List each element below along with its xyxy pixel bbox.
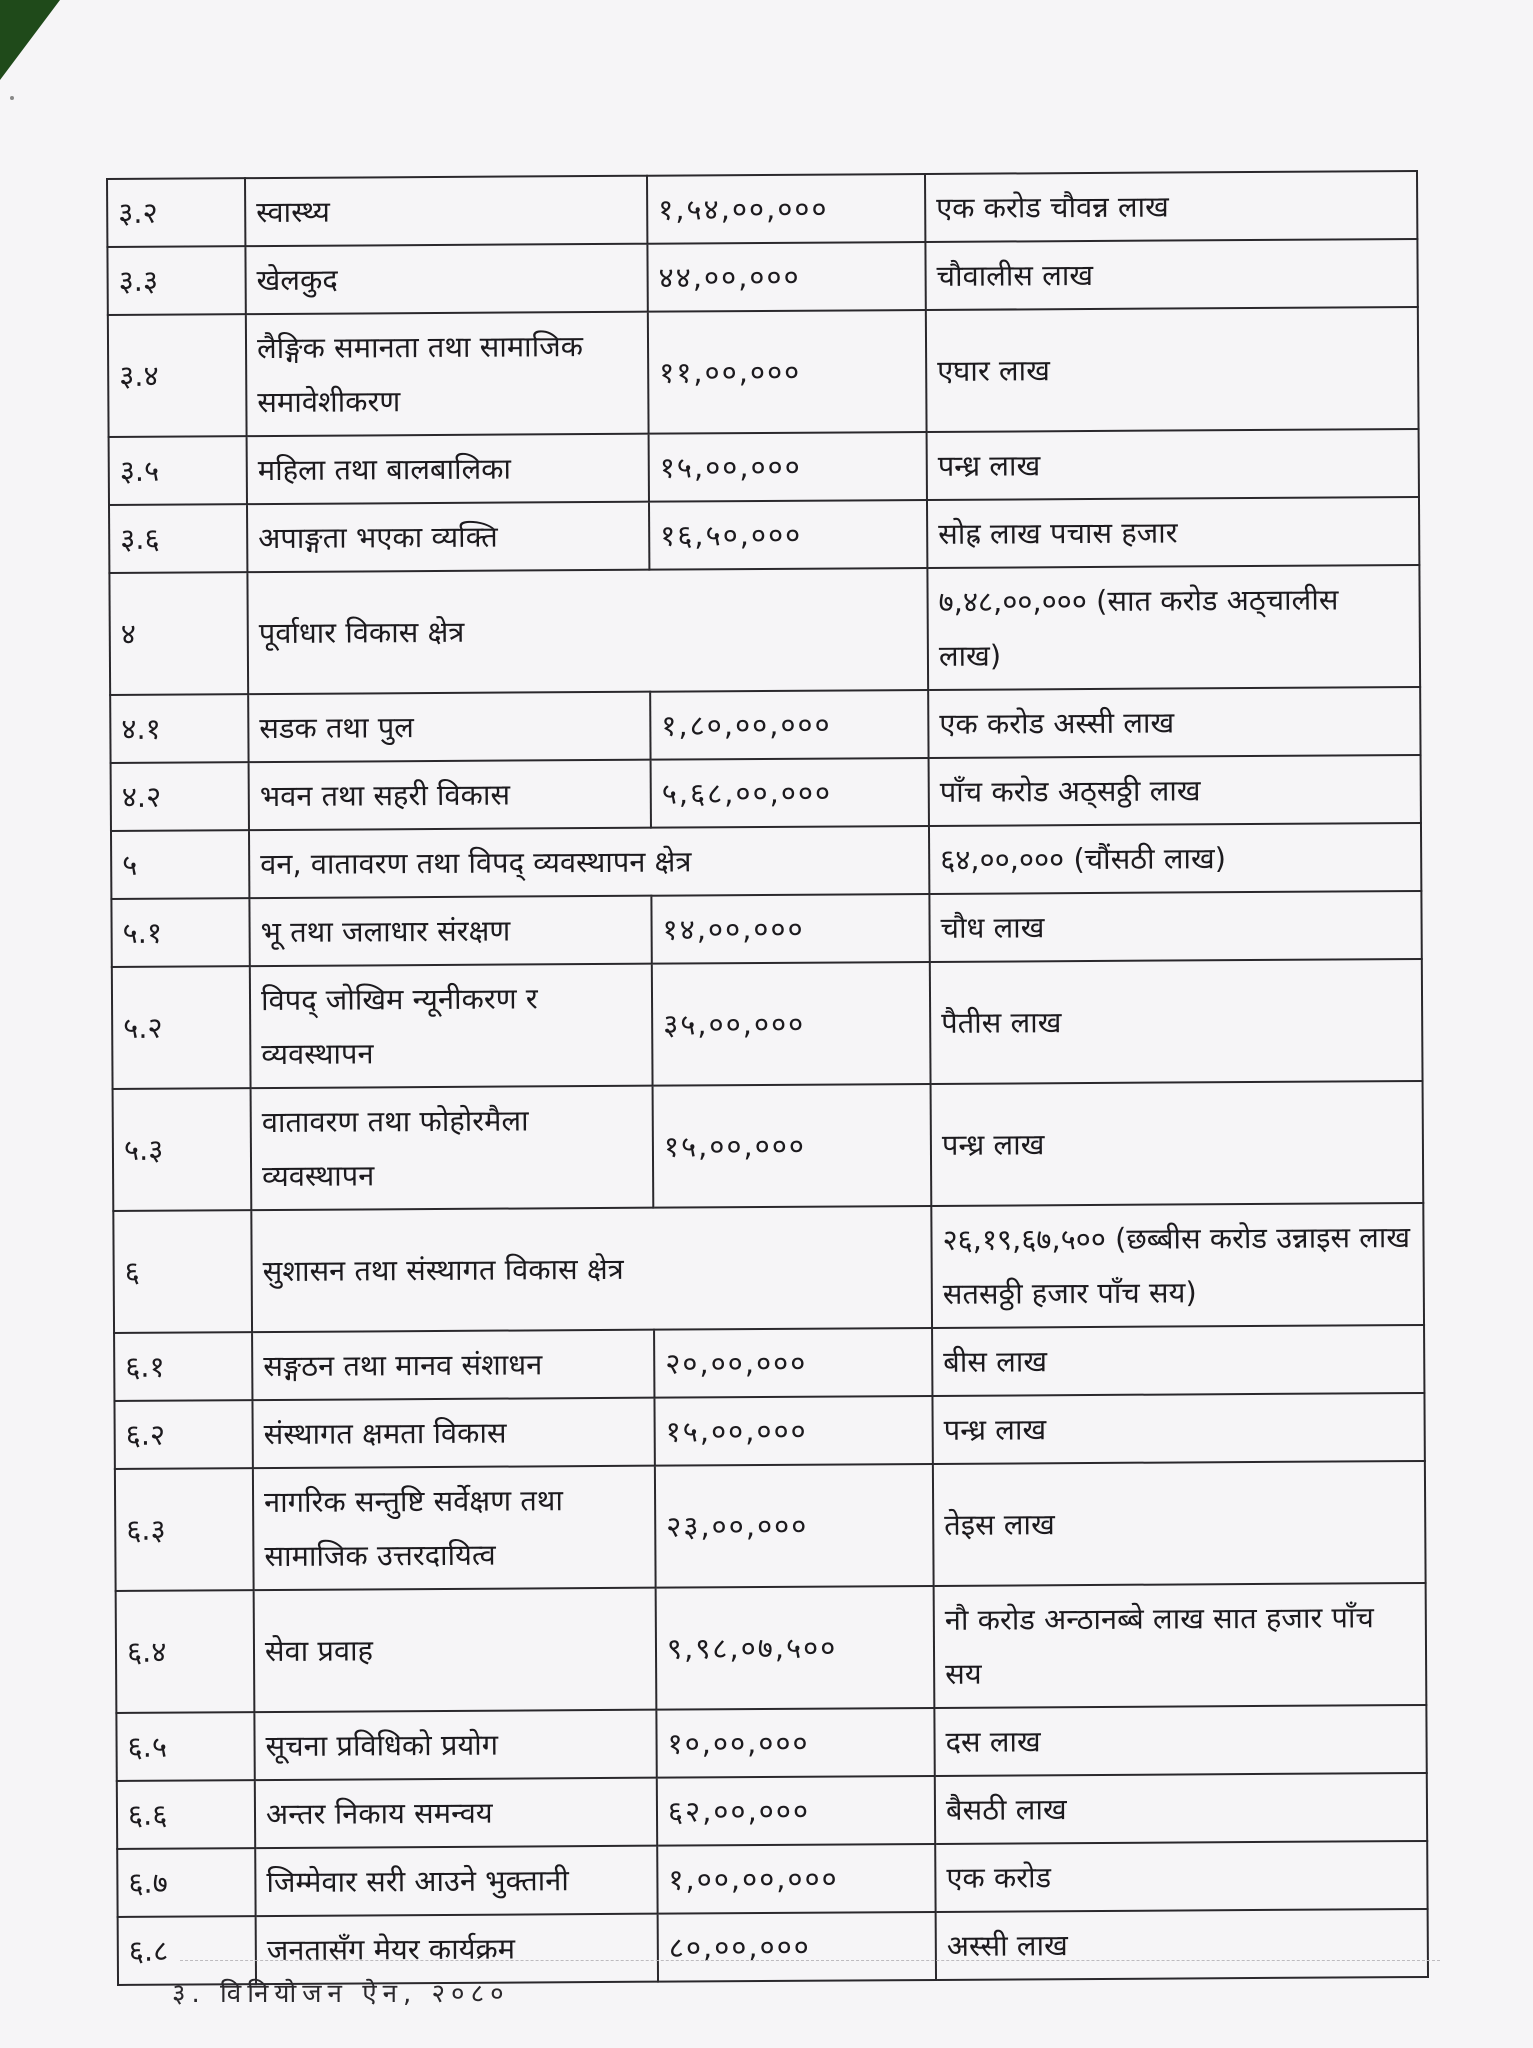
row-number: ६.७ (117, 1848, 255, 1917)
amount-in-words: सोह्र लाख पचास हजार (927, 497, 1419, 568)
amount-in-words: बीस लाख (932, 1325, 1424, 1396)
row-number: ६.६ (117, 1780, 255, 1849)
amount-in-words: २६,१९,६७,५०० (छब्बीस करोड उन्नाइस लाख सतसठ्ठी हजार पाँच सय) (931, 1203, 1424, 1328)
row-number: ४ (109, 572, 248, 695)
row-number: ६ (113, 1210, 252, 1333)
amount-in-words: एक करोड (935, 1841, 1427, 1912)
item-row (114, 1325, 1424, 1401)
item-title: जिम्मेवार सरी आउने भुक्तानी (255, 1846, 657, 1916)
item-title: महिला तथा बालबालिका (247, 434, 649, 504)
item-title: नागरिक सन्तुष्टि सर्वेक्षण तथा सामाजिक उत्तरदायित्व (253, 1466, 656, 1590)
item-amount: १,८०,००,००० (650, 690, 928, 760)
page-footer: ३. विनियोजन ऐन, २०८० (172, 1979, 510, 2009)
amount-in-words: तेइस लाख (933, 1461, 1426, 1586)
amount-in-words: दस लाख (934, 1705, 1426, 1776)
background-corner (0, 0, 60, 80)
item-title: लैङ्गिक समानता तथा सामाजिक समावेशीकरण (246, 312, 649, 436)
amount-in-words: एघार लाख (926, 307, 1419, 432)
section-row (111, 823, 1421, 899)
row-number: ६.४ (116, 1590, 255, 1713)
row-number: ४.१ (110, 694, 248, 763)
item-amount: १४,००,००० (651, 894, 929, 964)
item-amount: ५,६८,००,००० (651, 758, 929, 828)
amount-in-words: चौध लाख (929, 891, 1421, 962)
item-amount: १,५४,००,००० (647, 174, 925, 244)
item-title: जनतासँग मेयर कार्यक्रम (256, 1914, 658, 1984)
amount-in-words: पन्ध्र लाख (927, 429, 1419, 500)
section-title: सुशासन तथा संस्थागत विकास क्षेत्र (251, 1206, 932, 1332)
item-amount: ६२,००,००० (657, 1776, 935, 1846)
item-title: अपाङ्गता भएका व्यक्ति (247, 502, 649, 572)
item-amount: २३,००,००० (655, 1464, 934, 1588)
item-row (111, 891, 1421, 967)
item-row (117, 1841, 1427, 1917)
amount-in-words: नौ करोड अन्ठानब्बे लाख सात हजार पाँच सय (934, 1583, 1427, 1708)
row-number: ६.२ (114, 1400, 252, 1469)
item-row (117, 1773, 1427, 1849)
item-row (114, 1393, 1424, 1469)
item-row (109, 497, 1419, 573)
item-title: अन्तर निकाय समन्वय (255, 1778, 657, 1848)
section-title: पूर्वाधार विकास क्षेत्र (247, 568, 928, 694)
budget-table (106, 170, 1429, 1986)
page-speck (10, 96, 14, 100)
section-row (113, 1203, 1424, 1333)
item-row (112, 959, 1423, 1089)
row-number: ३.४ (108, 314, 247, 437)
amount-in-words: पन्ध्र लाख (931, 1081, 1424, 1206)
row-number: ६.१ (114, 1332, 252, 1401)
item-row (108, 307, 1419, 437)
amount-in-words: पन्ध्र लाख (932, 1393, 1424, 1464)
item-title: संस्थागत क्षमता विकास (252, 1398, 654, 1468)
item-row (107, 239, 1417, 315)
row-number: ३.६ (109, 504, 247, 573)
amount-in-words: एक करोड चौवन्न लाख (925, 171, 1417, 242)
item-amount: १०,००,००० (656, 1708, 934, 1778)
item-amount: ९,९८,०७,५०० (656, 1586, 935, 1710)
item-amount: १५,००,००० (649, 432, 927, 502)
row-number: ६.८ (118, 1916, 256, 1985)
item-title: सूचना प्रविधिको प्रयोग (254, 1710, 656, 1780)
item-amount: ४४,००,००० (647, 242, 925, 312)
row-number: ३.२ (107, 178, 245, 247)
item-amount: १५,००,००० (654, 1396, 932, 1466)
item-row (110, 687, 1420, 763)
item-amount: १५,००,००० (653, 1084, 932, 1208)
row-number: ३.३ (107, 246, 245, 315)
item-amount: १६,५०,००० (649, 500, 927, 570)
item-title: भवन तथा सहरी विकास (249, 760, 651, 830)
item-title: सङ्गठन तथा मानव संशाधन (252, 1330, 654, 1400)
item-row (111, 755, 1421, 831)
item-title: भू तथा जलाधार संरक्षण (249, 896, 651, 966)
row-number: ५.२ (112, 966, 251, 1089)
row-number: ६.५ (116, 1712, 254, 1781)
section-row (109, 565, 1420, 695)
row-number: ५.१ (111, 898, 249, 967)
item-title: सडक तथा पुल (248, 692, 650, 762)
budget-table-body (107, 171, 1428, 1985)
section-title: वन, वातावरण तथा विपद् व्यवस्थापन क्षेत्र (249, 826, 929, 898)
row-number: ६.३ (115, 1468, 254, 1591)
amount-in-words: पैतीस लाख (930, 959, 1423, 1084)
item-row (107, 171, 1417, 247)
row-number: ५.३ (113, 1088, 252, 1211)
item-row (115, 1461, 1426, 1591)
item-amount: ३५,००,००० (652, 962, 931, 1086)
footer-divider (180, 1960, 1440, 1961)
item-row (109, 429, 1419, 505)
item-amount: १,००,००,००० (657, 1844, 935, 1914)
item-amount: ८०,००,००० (658, 1912, 936, 1982)
item-title: वातावरण तथा फोहोरमैला व्यवस्थापन (251, 1086, 654, 1210)
amount-in-words: चौवालीस लाख (925, 239, 1417, 310)
item-row (113, 1081, 1424, 1211)
item-title: खेलकुद (245, 244, 647, 314)
amount-in-words: ७,४८,००,००० (सात करोड अठ्चालीस लाख) (927, 565, 1420, 690)
item-title: विपद् जोखिम न्यूनीकरण र व्यवस्थापन (250, 964, 653, 1088)
item-title: सेवा प्रवाह (254, 1588, 657, 1712)
amount-in-words: पाँच करोड अठ्सठ्ठी लाख (929, 755, 1421, 826)
row-number: ४.२ (111, 762, 249, 831)
amount-in-words: एक करोड अस्सी लाख (928, 687, 1420, 758)
item-row (116, 1583, 1427, 1713)
item-row (116, 1705, 1426, 1781)
item-amount: २०,००,००० (654, 1328, 932, 1398)
row-number: ५ (111, 830, 249, 899)
item-title: स्वास्थ्य (245, 176, 647, 246)
row-number: ३.५ (109, 436, 247, 505)
amount-in-words: ६४,००,००० (चौंसठी लाख) (929, 823, 1421, 894)
item-amount: ११,००,००० (648, 310, 927, 434)
amount-in-words: अस्सी लाख (936, 1909, 1428, 1980)
amount-in-words: बैसठी लाख (935, 1773, 1427, 1844)
